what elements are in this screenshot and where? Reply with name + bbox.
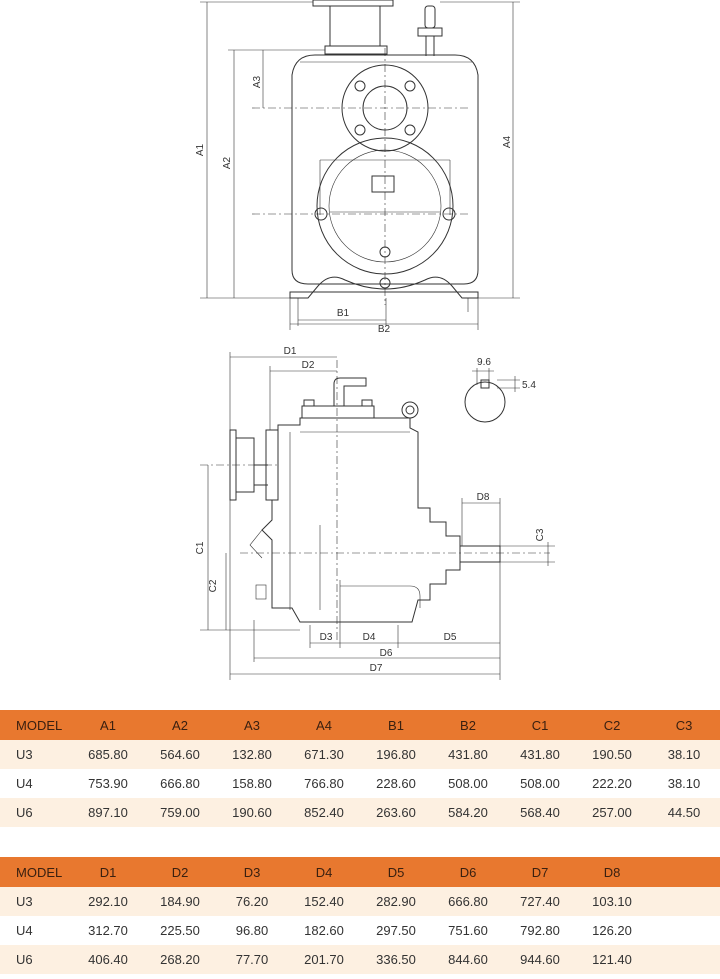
table-cell: 38.10 — [648, 740, 720, 769]
table-cell: 568.40 — [504, 798, 576, 827]
table-cell: 671.30 — [288, 740, 360, 769]
table-cell: 844.60 — [432, 945, 504, 974]
table-cell — [648, 945, 720, 974]
table-cell: 190.60 — [216, 798, 288, 827]
col-header: D4 — [288, 857, 360, 887]
label-a2: A2 — [222, 156, 233, 170]
table-cell: 431.80 — [432, 740, 504, 769]
table-cell: 38.10 — [667, 776, 701, 791]
label-a1: A1 — [195, 143, 206, 157]
label-d6: D6 — [379, 648, 393, 659]
col-header: D1 — [72, 857, 144, 887]
table-cell: 508.00 — [520, 776, 560, 791]
col-header: A3 — [216, 710, 288, 740]
dimension-table-d — [0, 857, 720, 974]
table-cell: 103.10 — [576, 887, 648, 916]
label-d4: D4 — [362, 632, 376, 643]
col-header: C1 — [504, 710, 576, 740]
table-cell: 182.60 — [304, 923, 344, 938]
label-c1: C1 — [195, 541, 206, 555]
table-cell: 508.00 — [448, 776, 488, 791]
label-d1: D1 — [283, 346, 297, 357]
table-cell: 753.90 — [88, 776, 128, 791]
table-cell: 406.40 — [72, 945, 144, 974]
label-d3: D3 — [319, 632, 333, 643]
label-d5: D5 — [443, 632, 457, 643]
label-d2: D2 — [301, 360, 315, 371]
model-cell: U4 — [16, 923, 33, 938]
table-row — [0, 740, 720, 769]
label-key-depth: 5.4 — [522, 380, 536, 391]
col-header: A2 — [144, 710, 216, 740]
col-header: D7 — [504, 857, 576, 887]
table-row — [0, 887, 720, 916]
col-header: C3 — [648, 710, 720, 740]
col-header: A4 — [288, 710, 360, 740]
table-cell: 152.40 — [288, 887, 360, 916]
col-header: MODEL — [0, 710, 72, 740]
dimension-table-a-c — [0, 710, 720, 827]
table-cell: 292.10 — [72, 887, 144, 916]
label-b2: B2 — [377, 324, 391, 335]
col-header: MODEL — [0, 857, 72, 887]
table-cell: 759.00 — [144, 798, 216, 827]
table-cell: 944.60 — [504, 945, 576, 974]
table-cell: 263.60 — [360, 798, 432, 827]
col-header: D5 — [360, 857, 432, 887]
table-cell: 121.40 — [576, 945, 648, 974]
label-c3: C3 — [535, 528, 546, 542]
table-cell: 222.20 — [592, 776, 632, 791]
table-row — [0, 945, 720, 974]
col-header — [648, 857, 720, 887]
table-cell: 76.20 — [216, 887, 288, 916]
side-view — [200, 352, 555, 680]
table-cell: 666.80 — [432, 887, 504, 916]
col-header: D2 — [144, 857, 216, 887]
table-row — [0, 769, 720, 798]
table-cell: 126.20 — [592, 923, 632, 938]
table-cell: 201.70 — [288, 945, 360, 974]
label-d7: D7 — [369, 663, 383, 674]
table-cell: 897.10 — [72, 798, 144, 827]
table-cell: 282.90 — [360, 887, 432, 916]
label-a3: A3 — [252, 75, 263, 89]
table-cell: 44.50 — [648, 798, 720, 827]
label-a4: A4 — [502, 135, 513, 149]
table-header-row — [0, 710, 720, 740]
table-cell: 766.80 — [304, 776, 344, 791]
model-cell: U6 — [0, 945, 72, 974]
table-cell: 225.50 — [160, 923, 200, 938]
table-cell: 727.40 — [504, 887, 576, 916]
table-cell: 228.60 — [376, 776, 416, 791]
keyway-detail — [465, 368, 520, 422]
col-header: B1 — [360, 710, 432, 740]
table-cell: 792.80 — [520, 923, 560, 938]
table-cell: 196.80 — [360, 740, 432, 769]
model-cell: U3 — [0, 740, 72, 769]
table-cell: 158.80 — [232, 776, 272, 791]
col-header: D6 — [432, 857, 504, 887]
col-header: C2 — [576, 710, 648, 740]
table-cell: 77.70 — [216, 945, 288, 974]
table-row — [0, 916, 720, 945]
table-cell — [648, 887, 720, 916]
col-header: D3 — [216, 857, 288, 887]
table-cell: 336.50 — [360, 945, 432, 974]
table-cell: 257.00 — [576, 798, 648, 827]
model-cell: U3 — [0, 887, 72, 916]
label-d8: D8 — [476, 492, 490, 503]
label-key-width: 9.6 — [477, 357, 491, 368]
dimension-labels — [195, 75, 546, 674]
model-cell: U4 — [16, 776, 33, 791]
table-cell: 685.80 — [72, 740, 144, 769]
table-cell: 190.50 — [576, 740, 648, 769]
table-cell: 584.20 — [432, 798, 504, 827]
label-c2: C2 — [208, 579, 219, 593]
table-cell: 132.80 — [216, 740, 288, 769]
table-cell: 312.70 — [88, 923, 128, 938]
table-cell: 751.60 — [448, 923, 488, 938]
front-view — [200, 0, 520, 330]
table-cell: 852.40 — [288, 798, 360, 827]
table-cell: 184.90 — [144, 887, 216, 916]
table-cell: 431.80 — [504, 740, 576, 769]
table-cell: 666.80 — [160, 776, 200, 791]
table-cell: 297.50 — [376, 923, 416, 938]
table-cell — [648, 916, 720, 945]
model-cell: U6 — [0, 798, 72, 827]
table-cell: 96.80 — [235, 923, 269, 938]
table-row — [0, 798, 720, 827]
col-header: B2 — [432, 710, 504, 740]
table-header-row — [0, 857, 720, 887]
col-header: D8 — [576, 857, 648, 887]
col-header: A1 — [72, 710, 144, 740]
table-cell: 268.20 — [144, 945, 216, 974]
table-cell: 564.60 — [144, 740, 216, 769]
label-b1: B1 — [336, 308, 350, 319]
